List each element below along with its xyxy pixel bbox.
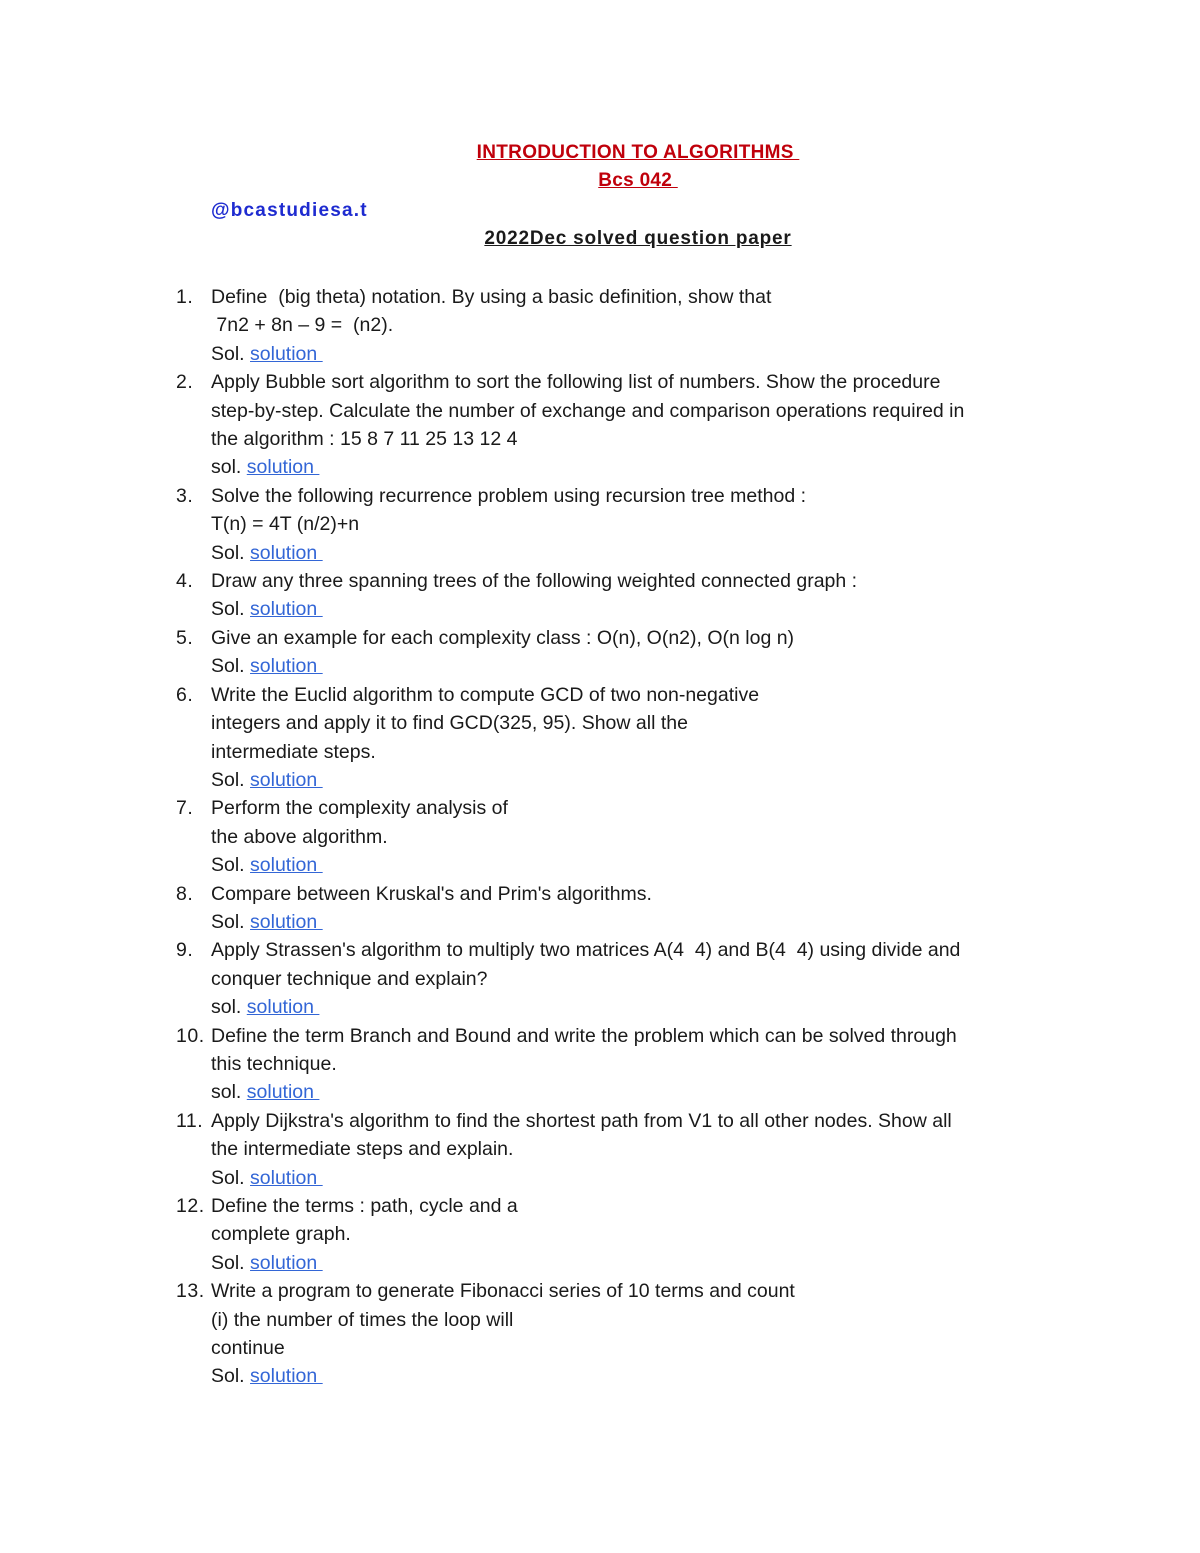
solution-label: sol. [211, 996, 247, 1019]
document-title: INTRODUCTION TO ALGORITHMS [476, 142, 800, 163]
solution-link[interactable]: solution [250, 541, 323, 564]
question-item [176, 1022, 1076, 1107]
solution-line [211, 851, 1076, 879]
question-item [176, 794, 1076, 879]
solution-line [211, 1362, 1076, 1390]
question-text-line: complete graph. [211, 1223, 351, 1246]
solution-label: sol. [211, 1081, 247, 1104]
question-number: 4. [176, 570, 194, 593]
question-text-line: Solve the following recurrence problem using recursion tree method : [211, 484, 807, 507]
question-number: 12. [176, 1195, 205, 1217]
question-list [176, 283, 1076, 1391]
question-item [176, 880, 1076, 937]
question-text-line: Write a program to generate Fibonacci series of 10 terms and count [211, 1280, 795, 1303]
question-item [176, 624, 1076, 681]
question-number: 9. [176, 939, 194, 962]
solution-label: Sol. [211, 541, 251, 564]
question-text-line: (i) the number of times the loop will [211, 1308, 514, 1331]
question-number: 13. [176, 1280, 205, 1303]
question-text-line: Define (big theta) notation. By using a basic definition, show that [211, 286, 772, 308]
question-text-line: T(n) = 4T (n/2)+n [211, 513, 360, 536]
course-code: Bcs 042 [598, 170, 678, 191]
solution-label: Sol. [211, 1365, 251, 1388]
question-text-line: 7n2 + 8n – 9 = (n2). [211, 314, 394, 337]
solution-label: Sol. [211, 910, 251, 933]
solution-line [211, 908, 1076, 936]
question-text-line: intermediate steps. [211, 740, 376, 763]
question-text-line: Apply Dijkstra's algorithm to find the shortest path from V1 to all other nodes. Show all [211, 1109, 952, 1132]
question-text-line: the intermediate steps and explain. [211, 1138, 514, 1161]
solution-link[interactable]: solution [250, 854, 323, 877]
solution-link[interactable]: solution [250, 655, 323, 678]
solution-label: Sol. [211, 1166, 251, 1189]
solution-line [211, 453, 1076, 481]
solution-link[interactable]: solution [250, 768, 323, 791]
question-item [176, 1107, 1076, 1192]
solution-label: Sol. [211, 768, 251, 791]
question-number: 10. [176, 1024, 205, 1047]
solution-link[interactable]: solution [246, 996, 320, 1019]
question-text-line: Give an example for each complexity class : O(n), O(n2), O(n log n) [211, 626, 795, 649]
solution-link[interactable]: solution [246, 1081, 320, 1104]
question-item [176, 368, 1076, 482]
solution-label: Sol. [211, 655, 251, 678]
solution-label: Sol. [211, 854, 251, 877]
question-text-line: Define the term Branch and Bound and write the problem which can be solved through [211, 1024, 957, 1047]
question-number: 6. [176, 683, 194, 706]
solution-link[interactable]: solution [250, 1251, 323, 1274]
question-text-line: continue [211, 1337, 285, 1360]
solution-link[interactable]: solution [250, 1166, 323, 1189]
question-item [176, 1277, 1076, 1391]
solution-line [211, 766, 1076, 794]
question-text-line: the above algorithm. [211, 825, 388, 848]
question-number: 11. [176, 1109, 204, 1132]
solution-link[interactable]: solution [250, 910, 323, 933]
question-number: 7. [176, 797, 194, 820]
solution-link[interactable]: solution [250, 342, 323, 365]
solution-link[interactable]: solution [246, 456, 320, 479]
solution-line [211, 595, 1076, 623]
question-item [176, 482, 1076, 567]
question-item [176, 681, 1076, 795]
solution-line [211, 1078, 1076, 1106]
solution-line [211, 1164, 1076, 1192]
question-text-line: conquer technique and explain? [211, 967, 488, 990]
question-text-line: Apply Strassen's algorithm to multiply two matrices A(4 4) and B(4 4) using divide and [211, 939, 961, 962]
question-item [176, 283, 1076, 368]
question-text-line: Compare between Kruskal's and Prim's algorithms. [211, 882, 652, 905]
solution-line [211, 993, 1076, 1021]
solution-label: sol. [211, 456, 247, 479]
solution-label: Sol. [211, 598, 251, 621]
question-item [176, 936, 1076, 1021]
question-number: 1. [176, 286, 194, 308]
author-handle: @bcastudiesa.t [211, 200, 368, 221]
question-text-line: step-by-step. Calculate the number of exchange and comparison operations required in [211, 399, 965, 422]
solution-line [211, 1249, 1076, 1277]
solution-label: Sol. [211, 342, 251, 365]
question-number: 5. [176, 626, 194, 649]
question-text-line: the algorithm : 15 8 7 11 25 13 12 4 [211, 428, 518, 451]
question-number: 2. [176, 371, 194, 394]
question-text-line: Draw any three spanning trees of the following weighted connected graph : [211, 570, 858, 593]
solution-line [211, 539, 1076, 567]
solution-line [211, 340, 1076, 368]
question-text-line: Write the Euclid algorithm to compute GCD of two non-negative [211, 683, 760, 706]
question-text-line: Apply Bubble sort algorithm to sort the following list of numbers. Show the procedure [211, 371, 941, 394]
document-subtitle: 2022Dec solved question paper [484, 228, 792, 249]
question-text-line: Perform the complexity analysis of [211, 797, 508, 820]
solution-link[interactable]: solution [250, 598, 323, 621]
question-text-line: this technique. [211, 1052, 337, 1075]
question-text-line: Define the terms : path, cycle and a [211, 1195, 518, 1217]
question-number: 8. [176, 882, 194, 905]
solution-line [211, 652, 1076, 680]
question-item [176, 1192, 1076, 1277]
question-text-line: integers and apply it to find GCD(325, 95). Show all the [211, 712, 688, 735]
question-item [176, 567, 1076, 624]
solution-link[interactable]: solution [250, 1365, 323, 1388]
solution-label: Sol. [211, 1251, 251, 1274]
question-number: 3. [176, 484, 194, 507]
